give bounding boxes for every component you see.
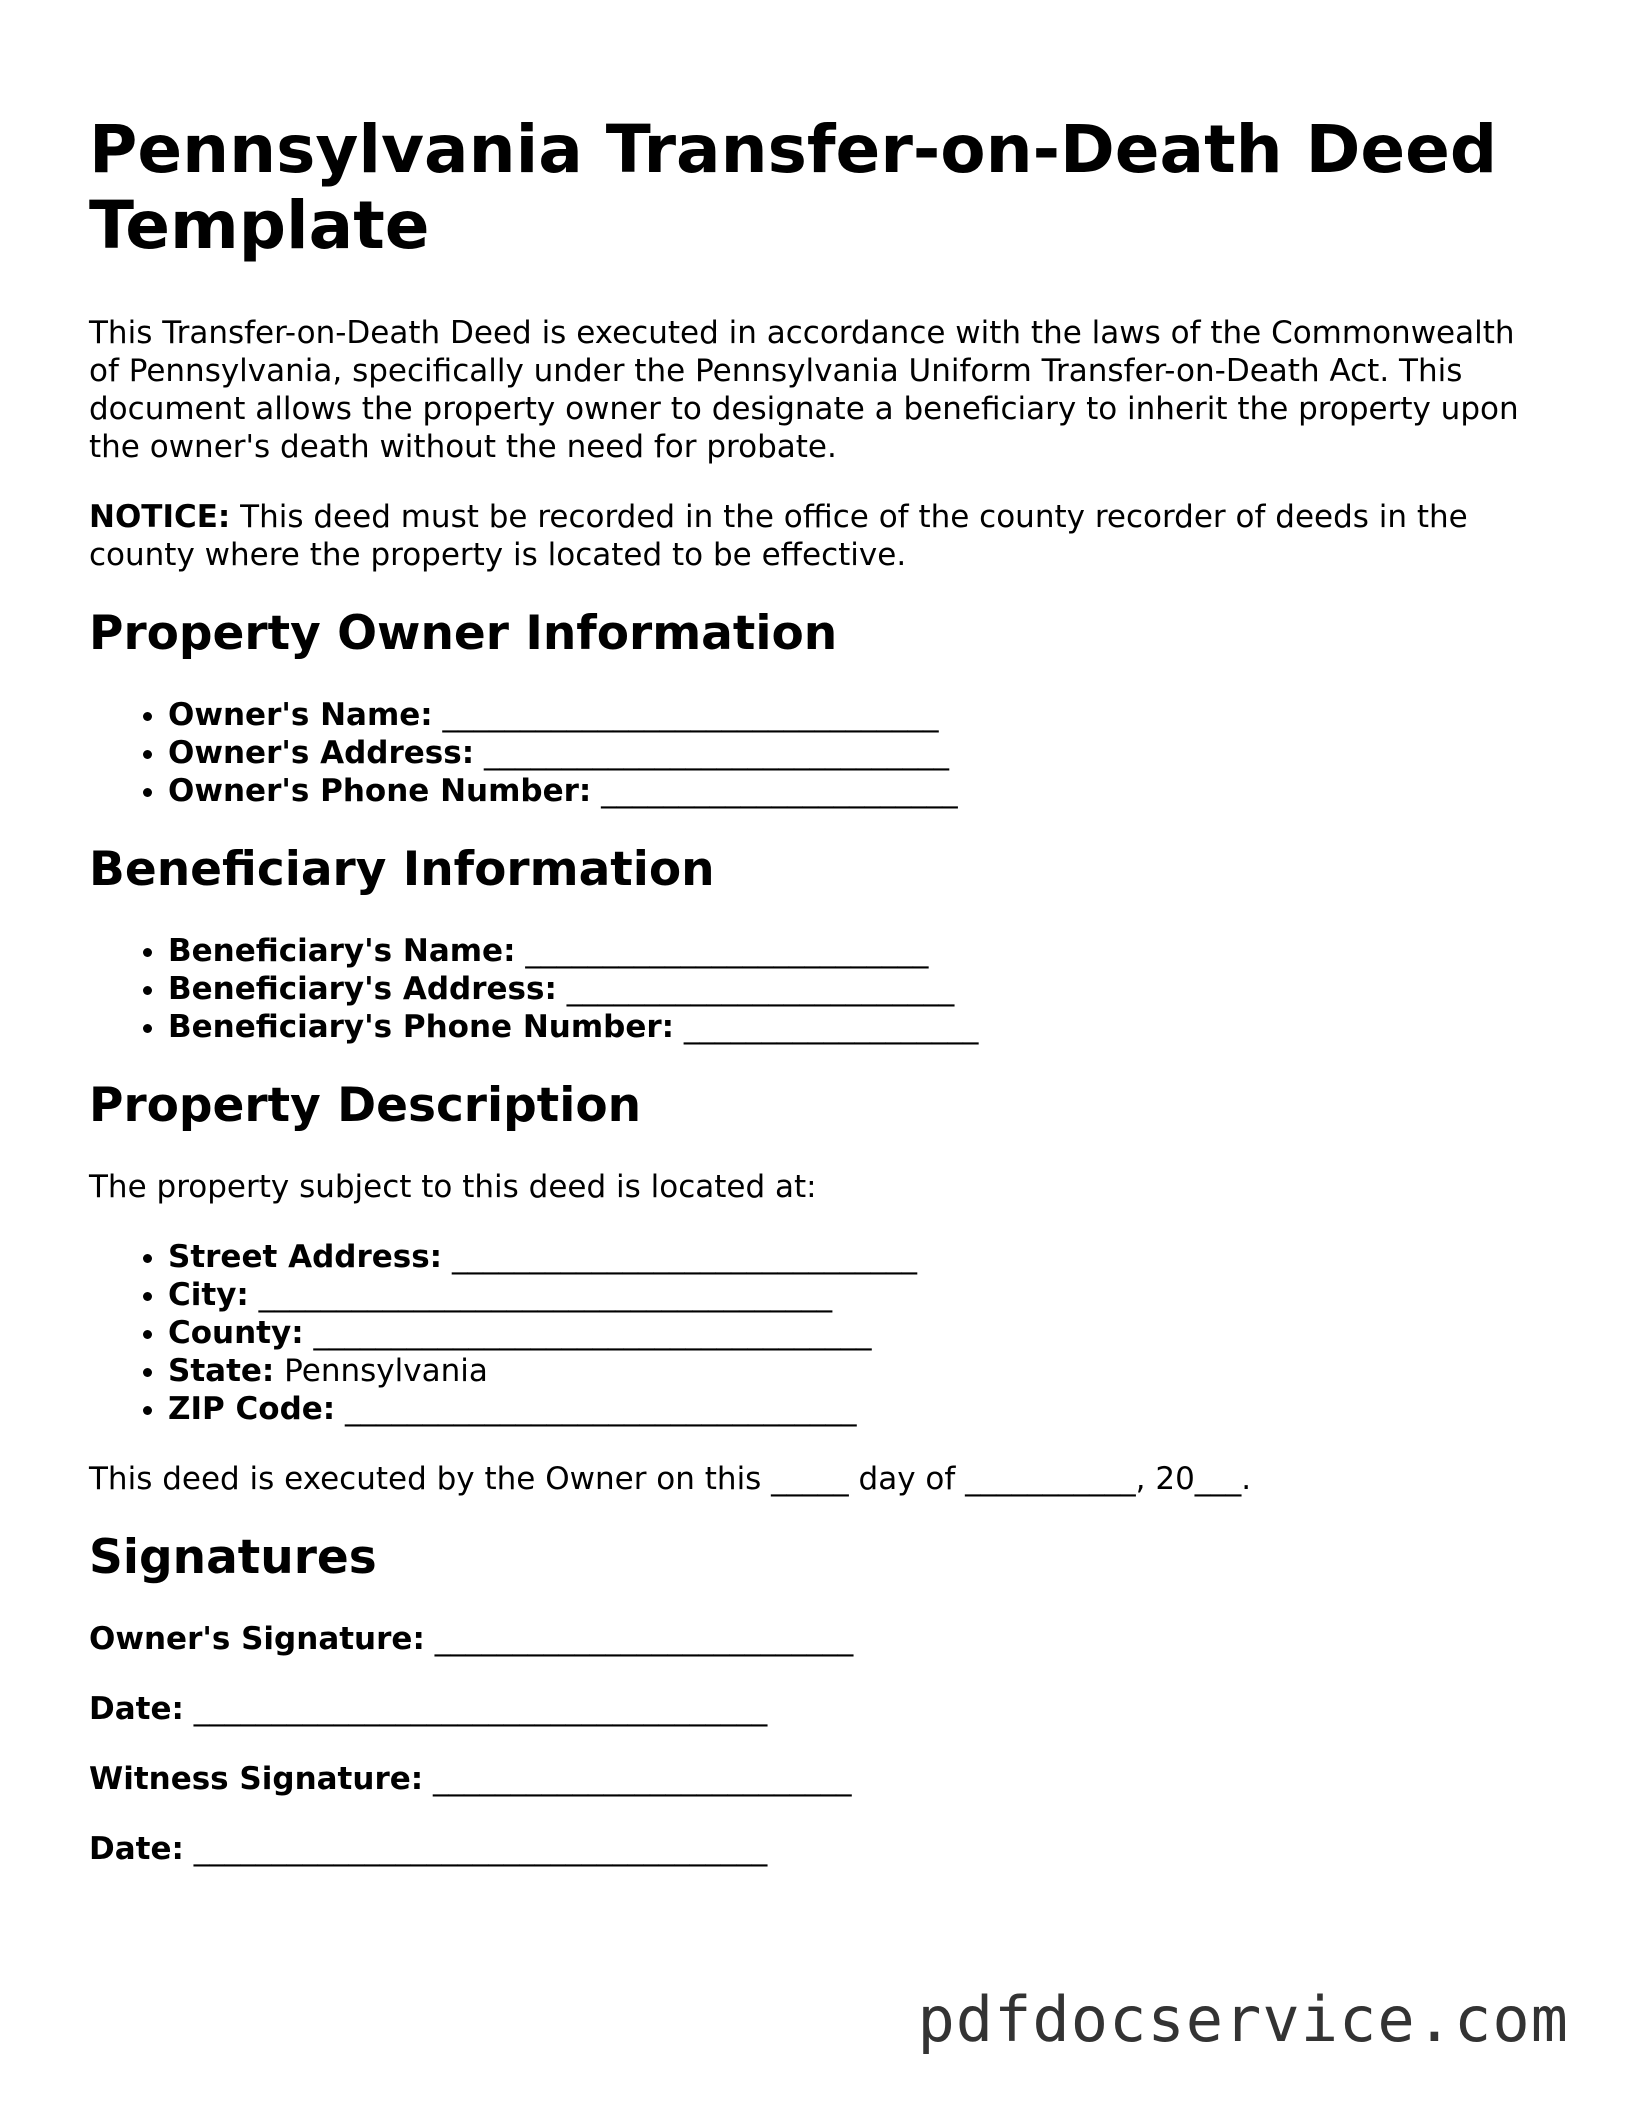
notice-text: This deed must be recorded in the office of the county recorder of deeds in the county where the property is located to be effective. [89, 499, 1468, 573]
field-blank[interactable]: ________________________________ [432, 697, 939, 733]
field-blank[interactable]: ____________________________________ [303, 1315, 872, 1351]
owner-signature-line[interactable] [89, 1620, 1549, 1658]
owner-date-line[interactable] [89, 1690, 1549, 1728]
watermark-text: pdfdocservice.com [917, 1983, 1569, 2056]
field-blank[interactable]: __________________________ [515, 933, 929, 969]
notice-label: NOTICE: [89, 499, 231, 535]
owner-section-heading: Property Owner Information [89, 606, 838, 661]
city-field[interactable] [168, 1276, 1549, 1314]
document-page [89, 112, 1549, 1900]
field-label: City: [168, 1277, 249, 1313]
field-blank[interactable]: ______________________________ [474, 735, 949, 771]
intro-paragraph: This Transfer-on-Death Deed is executed in accordance with the laws of the Commonwealth of Pennsylvania, specifically under the Pennsylvania Uniform Transfer-on-Death Act. This document allows the property owner to designate a beneficiary to inherit the property upon the owner's death without the need for probate. [89, 315, 1519, 465]
date-label: Date: [89, 1831, 184, 1867]
notice-paragraph [89, 498, 1549, 574]
state-field [168, 1352, 1549, 1390]
field-label: Street Address: [168, 1239, 443, 1275]
field-blank[interactable]: _____________________________________ [248, 1277, 833, 1313]
signature-label: Owner's Signature: [89, 1621, 425, 1657]
owner-address-field[interactable] [168, 734, 1549, 772]
field-label: Owner's Address: [168, 735, 475, 771]
field-blank[interactable]: ______________________________ [442, 1239, 917, 1275]
date-blank[interactable]: _____________________________________ [183, 1831, 768, 1867]
beneficiary-name-field[interactable] [168, 932, 1549, 970]
executed-line[interactable]: This deed is executed by the Owner on this _____ day of ___________, 20___. [89, 1461, 1252, 1497]
property-section-heading: Property Description [89, 1078, 642, 1133]
field-label: State: [168, 1353, 275, 1389]
field-label: Beneficiary's Address: [168, 971, 557, 1007]
field-blank[interactable]: _________________________________ [335, 1391, 857, 1427]
signature-blank[interactable]: ___________________________ [424, 1621, 854, 1657]
witness-date-line[interactable] [89, 1830, 1549, 1868]
field-label: Beneficiary's Name: [168, 933, 516, 969]
county-field[interactable] [168, 1314, 1549, 1352]
property-fields-list [89, 1238, 1549, 1428]
owner-phone-field[interactable] [168, 772, 1549, 810]
zip-code-field[interactable] [168, 1390, 1549, 1428]
beneficiary-address-field[interactable] [168, 970, 1549, 1008]
field-label: Owner's Phone Number: [168, 773, 592, 809]
date-label: Date: [89, 1691, 184, 1727]
beneficiary-phone-field[interactable] [168, 1008, 1549, 1046]
beneficiary-section-heading: Beneficiary Information [89, 842, 715, 897]
owner-name-field[interactable] [168, 696, 1549, 734]
witness-signature-line[interactable] [89, 1760, 1549, 1798]
field-label: Owner's Name: [168, 697, 433, 733]
beneficiary-fields-list [89, 932, 1549, 1046]
field-label: County: [168, 1315, 304, 1351]
owner-fields-list [89, 696, 1549, 810]
signature-blank[interactable]: ___________________________ [423, 1761, 852, 1797]
field-blank[interactable]: ___________________ [674, 1009, 979, 1045]
field-value: Pennsylvania [274, 1353, 488, 1389]
signature-label: Witness Signature: [89, 1761, 424, 1797]
field-label: ZIP Code: [168, 1391, 336, 1427]
field-blank[interactable]: _________________________ [556, 971, 955, 1007]
date-blank[interactable]: _____________________________________ [183, 1691, 768, 1727]
page-title: Pennsylvania Transfer-on-Death Deed Template [89, 111, 1498, 264]
field-label: Beneficiary's Phone Number: [168, 1009, 675, 1045]
property-intro: The property subject to this deed is located at: [89, 1169, 817, 1205]
signatures-section-heading: Signatures [89, 1530, 377, 1585]
field-blank[interactable]: _______________________ [591, 773, 958, 809]
street-address-field[interactable] [168, 1238, 1549, 1276]
